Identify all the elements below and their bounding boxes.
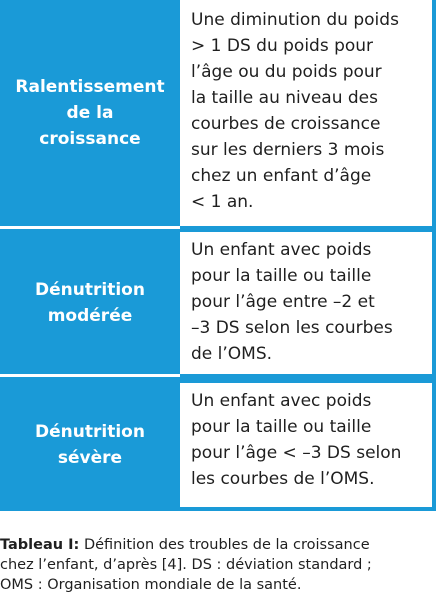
definition-line: pour l’âge entre –2 et [191, 292, 375, 312]
row-heading-line: croissance [39, 129, 141, 149]
row-heading [0, 232, 180, 374]
definition-line: sur les derniers 3 mois [191, 140, 385, 160]
row-divider [0, 226, 180, 229]
definition-line: chez un enfant d’âge [191, 166, 372, 186]
row-definition [180, 0, 432, 226]
row-heading-line: Dénutrition [35, 280, 145, 300]
row-heading-line: Dénutrition [35, 422, 145, 442]
definition-line: pour la taille ou taille [191, 417, 372, 437]
table-row [0, 0, 436, 226]
table-caption [0, 535, 436, 595]
definition-line: Un enfant avec poids [191, 240, 372, 260]
caption-text: Définition des troubles de la croissance [79, 537, 370, 553]
caption-line [0, 535, 436, 555]
row-divider [0, 374, 180, 377]
row-heading-line: de la [66, 103, 114, 123]
caption-line: OMS : Organisation mondiale de la santé. [0, 577, 302, 593]
definition-line: l’âge ou du poids pour [191, 62, 382, 82]
table-row [0, 383, 436, 507]
row-definition [180, 383, 432, 507]
caption-label: Tableau I: [0, 537, 80, 553]
definition-line: la taille au niveau des [191, 88, 378, 108]
definition-line: courbes de croissance [191, 114, 381, 134]
definition-line: < 1 an. [191, 192, 254, 212]
definition-line: –3 DS selon les courbes [191, 318, 393, 338]
definition-line: pour l’âge < –3 DS selon [191, 443, 402, 463]
definition-line: les courbes de l’OMS. [191, 469, 375, 489]
row-heading-line: sévère [57, 448, 123, 468]
definition-line: de l’OMS. [191, 344, 273, 364]
table-row [0, 232, 436, 374]
row-heading [0, 0, 180, 226]
row-definition [180, 232, 432, 374]
definition-line: Un enfant avec poids [191, 391, 372, 411]
row-heading-line: modérée [47, 306, 133, 326]
caption-line: chez l’enfant, d’après [4]. DS : déviation standard ; [0, 557, 372, 573]
row-heading [0, 383, 180, 507]
definition-line: Une diminution du poids [191, 10, 399, 30]
definition-line: > 1 DS du poids pour [191, 36, 374, 56]
row-heading-line: Ralentissement [15, 77, 165, 97]
definition-line: pour la taille ou taille [191, 266, 372, 286]
